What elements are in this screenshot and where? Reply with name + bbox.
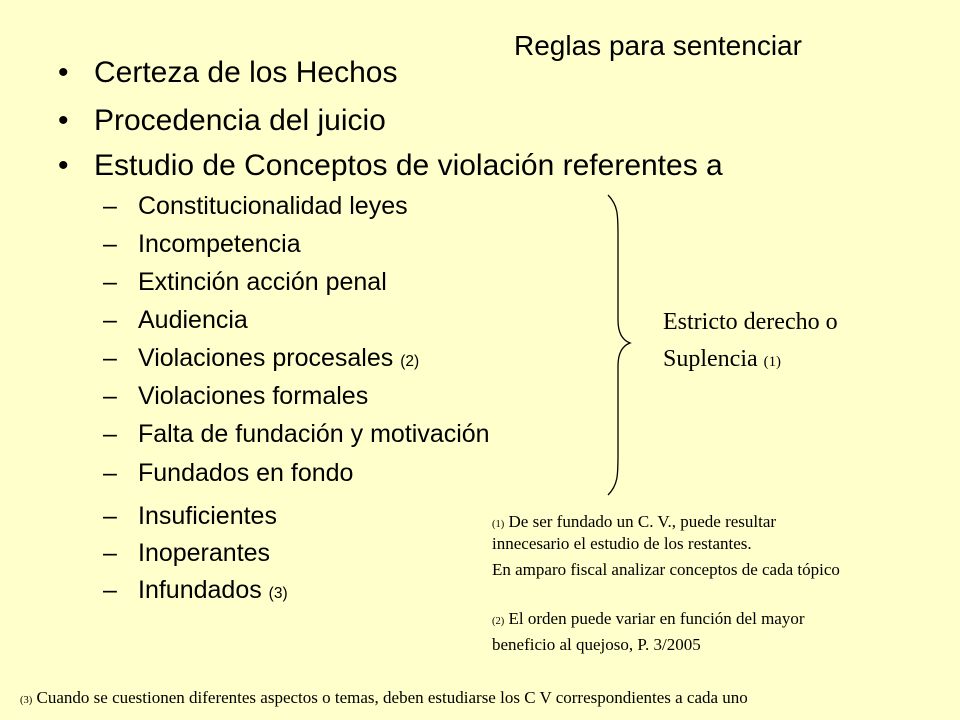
list-item-text: Extinción acción penal bbox=[138, 268, 387, 296]
dash-glyph: – bbox=[103, 230, 117, 258]
footnote-marker: (1) bbox=[492, 519, 505, 530]
list-item-text: Insuficientes bbox=[138, 502, 277, 530]
note-text: Cuando se cuestionen diferentes aspectos o temas, deben estudiarse los C V correspondientes a cada uno bbox=[36, 688, 748, 707]
list-item-text: Infundados bbox=[138, 576, 262, 604]
brace-path bbox=[608, 195, 630, 495]
bullet-glyph: • bbox=[58, 56, 69, 89]
dash-glyph: – bbox=[103, 539, 117, 567]
dash-glyph: – bbox=[103, 420, 117, 448]
note-2-line1 bbox=[492, 609, 805, 629]
bullet-text: Procedencia del juicio bbox=[94, 104, 386, 137]
list-item-text: Violaciones formales bbox=[138, 382, 369, 410]
note-2-line2: beneficio al quejoso, P. 3/2005 bbox=[492, 635, 701, 654]
footnote-marker: (2) bbox=[492, 616, 505, 627]
note-text: De ser fundado un C. V., puede resultar bbox=[508, 512, 777, 531]
dash-glyph: – bbox=[103, 382, 117, 410]
note-text: El orden puede variar en función del mayor bbox=[508, 609, 805, 628]
dash-glyph: – bbox=[103, 459, 117, 487]
footnote-ref: (1) bbox=[763, 354, 781, 370]
note-1-line2: innecesario el estudio de los restantes. bbox=[492, 534, 752, 553]
bullet-text: Estudio de Conceptos de violación referentes a bbox=[94, 149, 723, 182]
dash-glyph: – bbox=[103, 576, 117, 604]
list-item-text: Constitucionalidad leyes bbox=[138, 192, 408, 220]
brace-label-line2 bbox=[663, 346, 781, 373]
dash-glyph: – bbox=[103, 268, 117, 296]
bullet-glyph: • bbox=[58, 149, 69, 182]
list-item-text: Falta de fundación y motivación bbox=[138, 420, 490, 448]
footnote-ref: (2) bbox=[400, 353, 420, 370]
bullet-glyph: • bbox=[58, 104, 69, 137]
note-3 bbox=[20, 688, 748, 708]
list-item-text: Fundados en fondo bbox=[138, 459, 354, 487]
dash-glyph: – bbox=[103, 306, 117, 334]
page-title: Reglas para sentenciar bbox=[514, 30, 802, 61]
footnote-ref: (3) bbox=[268, 585, 288, 602]
note-1-line3: En amparo fiscal analizar conceptos de cada tópico bbox=[492, 560, 840, 579]
list-item-text: Incompetencia bbox=[138, 230, 301, 258]
dash-glyph: – bbox=[103, 344, 117, 372]
footnote-marker: (3) bbox=[20, 695, 33, 706]
brace-label-text: Suplencia bbox=[663, 346, 758, 372]
note-1-line1 bbox=[492, 512, 776, 532]
bullet-text: Certeza de los Hechos bbox=[94, 56, 398, 89]
list-item-text: Violaciones procesales bbox=[138, 344, 394, 372]
list-item-text: Audiencia bbox=[138, 306, 248, 334]
dash-glyph: – bbox=[103, 502, 117, 530]
brace-label-line1: Estricto derecho o bbox=[663, 309, 838, 335]
list-item-text: Inoperantes bbox=[138, 539, 271, 567]
dash-glyph: – bbox=[103, 192, 117, 220]
